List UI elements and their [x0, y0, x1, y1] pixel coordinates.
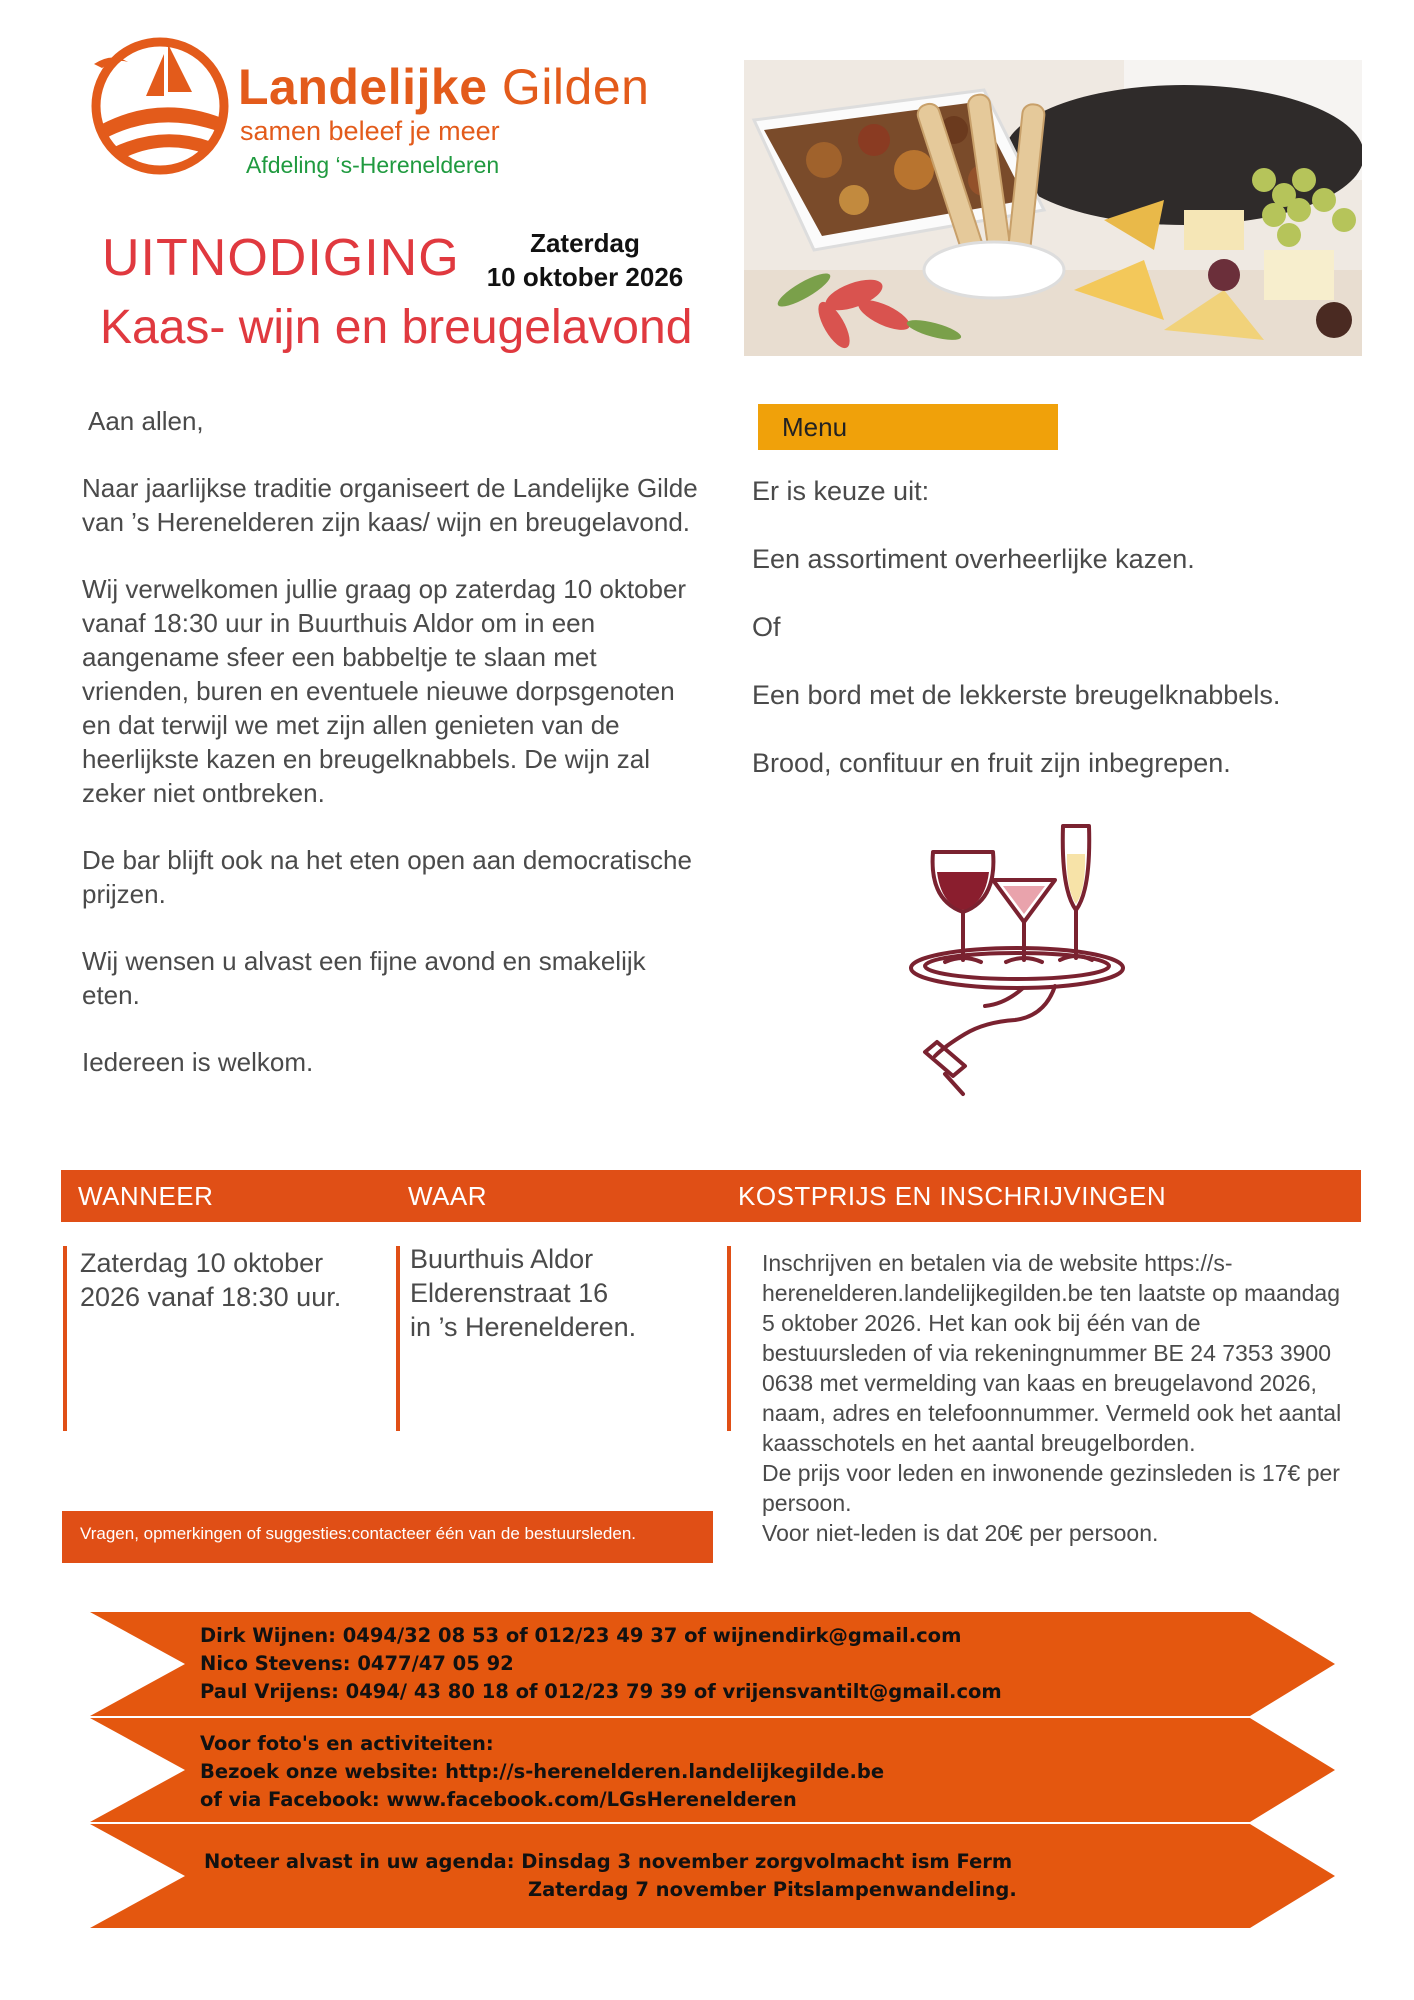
menu-label: Menu: [782, 412, 848, 442]
agenda-line: Zaterdag 7 november Pitslampenwandeling.: [528, 1878, 1017, 1901]
logo: [88, 32, 708, 182]
menu-line: Een assortiment overheerlijke kazen.: [752, 544, 1195, 574]
menu-line: Er is keuze uit:: [752, 476, 930, 506]
event-date: [470, 226, 700, 294]
brand-tagline: samen beleef je meer: [240, 116, 500, 146]
menu-list: [752, 474, 1372, 814]
brand-department: Afdeling ‘s-Herenelderen: [246, 152, 500, 178]
where-details: Buurthuis Aldor Elderenstraat 16 in ’s Herenelderen.: [410, 1244, 637, 1342]
wine-tray-icon: [905, 820, 1135, 1120]
contact-line: Nico Stevens: 0477/47 05 92: [200, 1652, 514, 1675]
intro-paragraph: Wij wensen u alvast een fijne avond en smakelijk eten.: [82, 946, 646, 1010]
logo-icon: [88, 32, 233, 177]
cheese-platter-illustration: [744, 60, 1362, 356]
info-header-bar: [61, 1170, 1361, 1222]
column-divider: [396, 1246, 400, 1431]
contact-line: Paul Vrijens: 0494/ 43 80 18 of 012/23 79 39 of vrijensvantilt@gmail.com: [200, 1680, 1002, 1703]
when-details: Zaterdag 10 oktober 2026 vanaf 18:30 uur.: [80, 1248, 342, 1312]
intro-paragraph: Iedereen is welkom.: [82, 1047, 314, 1077]
intro-text: [82, 404, 702, 1112]
brand-name: Landelijke Gilden: [238, 59, 650, 115]
menu-line: Een bord met de lekkerste breugelknabbels.: [752, 680, 1281, 710]
where-header: WAAR: [408, 1181, 488, 1211]
when-header: WANNEER: [78, 1181, 214, 1211]
cheese-platter-photo: [744, 60, 1362, 356]
column-divider: [63, 1246, 67, 1431]
contact-line: Dirk Wijnen: 0494/32 08 53 of 012/23 49 37 of wijnendirk@gmail.com: [200, 1624, 962, 1647]
facebook-line: of via Facebook: www.facebook.com/LGsHerenelderen: [200, 1788, 797, 1811]
greeting: Aan allen,: [88, 406, 204, 436]
contacts-ribbon: [90, 1612, 1335, 1716]
questions-banner: Vragen, opmerkingen of suggesties:contacteer één van de bestuursleden.: [62, 1511, 713, 1563]
intro-paragraph: Wij verwelkomen jullie graag op zaterdag 10 oktober vanaf 18:30 uur in Buurthuis Aldor om in een aangename sfeer een babbeltje te slaan met vrienden, buren en eventuele nieuwe dorpsgenoten en dat terwijl we met zijn allen genieten van de heerlijkste kazen en breugelknabbels. De wijn zal zeker niet ontbreken.: [82, 574, 687, 808]
intro-paragraph: Naar jaarlijkse traditie organiseert de Landelijke Gilde van ’s Herenelderen zijn kaas/ wijn en breugelavond.: [82, 473, 698, 537]
invitation-title: UITNODIGING: [102, 229, 460, 287]
photos-ribbon: [90, 1718, 1335, 1822]
cost-header: KOSTPRIJS EN INSCHRIJVINGEN: [738, 1181, 1167, 1211]
event-date-full: 10 oktober 2026: [486, 262, 684, 292]
menu-line: Brood, confituur en fruit zijn inbegrepen.: [752, 748, 1231, 778]
event-title: Kaas- wijn en breugelavond: [100, 301, 693, 354]
photos-line: Voor foto's en activiteiten:: [200, 1732, 494, 1755]
agenda-line: Noteer alvast in uw agenda: Dinsdag 3 november zorgvolmacht ism Ferm: [204, 1850, 1013, 1873]
menu-line: Of: [752, 612, 781, 642]
event-date-day: Zaterdag: [530, 228, 640, 258]
website-line: Bezoek onze website: http://s-herenelderen.landelijkegilde.be: [200, 1760, 885, 1783]
menu-header: [758, 404, 1058, 450]
intro-paragraph: De bar blijft ook na het eten open aan democratische prijzen.: [82, 845, 692, 909]
cost-details: Inschrijven en betalen via de website https://s-herenelderen.landelijkegilden.be ten laatste op maandag 5 oktober 2026. Het kan ook bij één van de bestuursleden of via rekeningnummer BE 24 7353 3900 0638 met vermelding van kaas en breugelavond 2026, naam, adres en telefoonnummer. Vermeld ook het aantal kaasschotels en het aantal breugelborden. De prijs voor leden en inwonende gezinsleden is 17€ per persoon. Voor niet-leden is dat 20€ per persoon.: [762, 1250, 1342, 1546]
agenda-ribbon: [90, 1824, 1335, 1928]
